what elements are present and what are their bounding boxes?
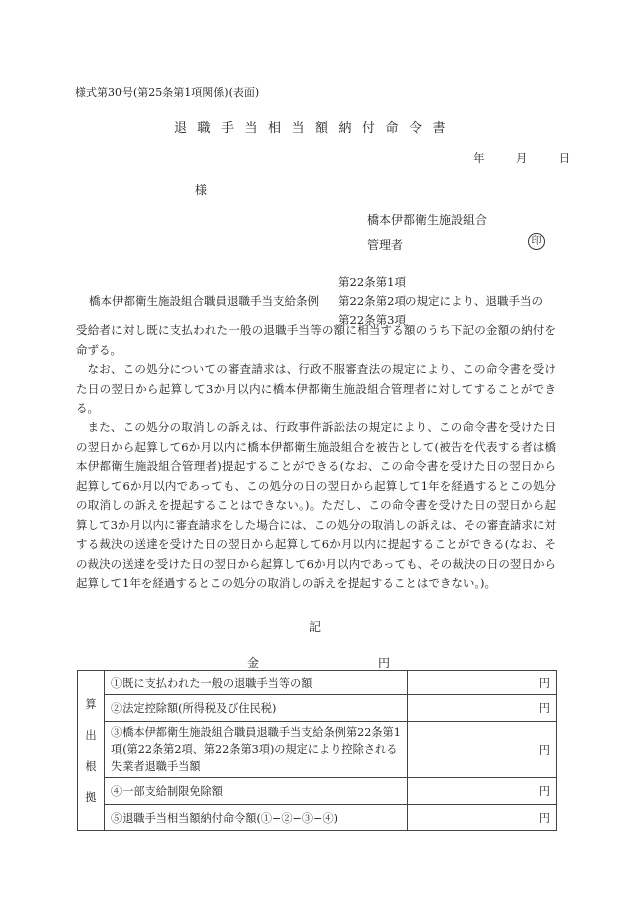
form-number: 様式第30号(第25条第1項関係)(表面) — [75, 86, 260, 99]
body-text-lead: の規定により、退職手当の — [405, 294, 543, 308]
row-value: 円 — [408, 722, 557, 778]
ordinance-name: 橋本伊都衛生施設組合職員退職手当支給条例 — [89, 294, 319, 308]
body-paragraph-2: なお、この処分についての審査請求は、行政不服審査法の規定により、この命令書を受けた日の翌日から起算して3か月以内に橋本伊都衛生施設組合管理者に対してすることができる。 — [76, 362, 556, 415]
row-value: 円 — [408, 671, 557, 695]
row-label: ①既に支払われた一般の退職手当等の額 — [105, 671, 408, 695]
body-paragraph-1: 受給者に対し既に支払われた一般の退職手当等の額に相当する額のうち下記の金額の納付を命ずる。 — [76, 323, 556, 357]
date-year: 年 — [473, 151, 485, 165]
date-day: 日 — [558, 151, 571, 165]
row-label: ⑤退職手当相当額納付命令額(①−②−③−④) — [105, 805, 408, 831]
table-row — [78, 671, 557, 695]
table-row — [78, 778, 557, 805]
calculation-basis-table — [77, 670, 557, 831]
amount-unit: 円 — [378, 656, 391, 670]
row-label: ④一部支給制限免除額 — [105, 778, 408, 805]
side-char: 算 — [85, 697, 97, 711]
article-option-1: 第22条第1項 — [338, 275, 406, 289]
article-option-3: 第22条第3項 — [338, 313, 406, 327]
issuer-role: 管理者 — [367, 238, 404, 252]
basis-side-label — [78, 671, 105, 831]
table-row — [78, 695, 557, 722]
body-paragraph-3: また、この処分の取消しの訴えは、行政事件訴訟法の規定により、この命令書を受けた日の翌日から起算して6か月以内に橋本伊都衛生施設組合を被告として(被告を代表する者は橋本伊都衛生施設組合管理者)提起することができる(なお、この命令書を受けた日の翌日から起算して6か月以内であっても、この処分の日の翌日から起算して1年を経過するとこの処分の取消しの訴えを提起することはできない。)。ただし、この命令書を受けた日の翌日から起算して3か月以内に審査請求をした場合には、この処分の取消しの訴えは、その審査請求に対する裁決の送達を受けた日の翌日から起算して6か月以内に提起することができる(なお、その裁決の送達を受けた日の翌日から起算して6か月以内であっても、その裁決の日の翌日から起算して1年を経過するとこの処分の取消しの訴えを提起することはできない。)。 — [76, 420, 556, 590]
row-value: 円 — [408, 695, 557, 722]
side-char: 拠 — [85, 790, 97, 804]
document-title: 退職手当相当額納付命令書 — [173, 121, 456, 136]
issue-date — [473, 150, 570, 166]
row-value: 円 — [408, 805, 557, 831]
addressee-suffix: 様 — [195, 183, 208, 197]
table-row — [78, 805, 557, 831]
side-char: 出 — [85, 728, 97, 742]
issuer-organization: 橋本伊都衛生施設組合 — [367, 213, 488, 227]
amount-label: 金 — [247, 656, 260, 670]
table-row — [78, 722, 557, 778]
article-option-2: 第22条第2項 — [338, 294, 406, 308]
seal-mark: 印 — [528, 233, 545, 250]
side-char: 根 — [85, 759, 97, 773]
row-label: ②法定控除額(所得税及び住民税) — [105, 695, 408, 722]
row-label: ③橋本伊都衛生施設組合職員退職手当支給条例第22条第1項(第22条第2項、第22条第3項)の規定により控除される失業者退職手当額 — [105, 722, 408, 778]
row-value: 円 — [408, 778, 557, 805]
ki-heading: 記 — [308, 620, 321, 634]
date-month: 月 — [515, 151, 528, 165]
